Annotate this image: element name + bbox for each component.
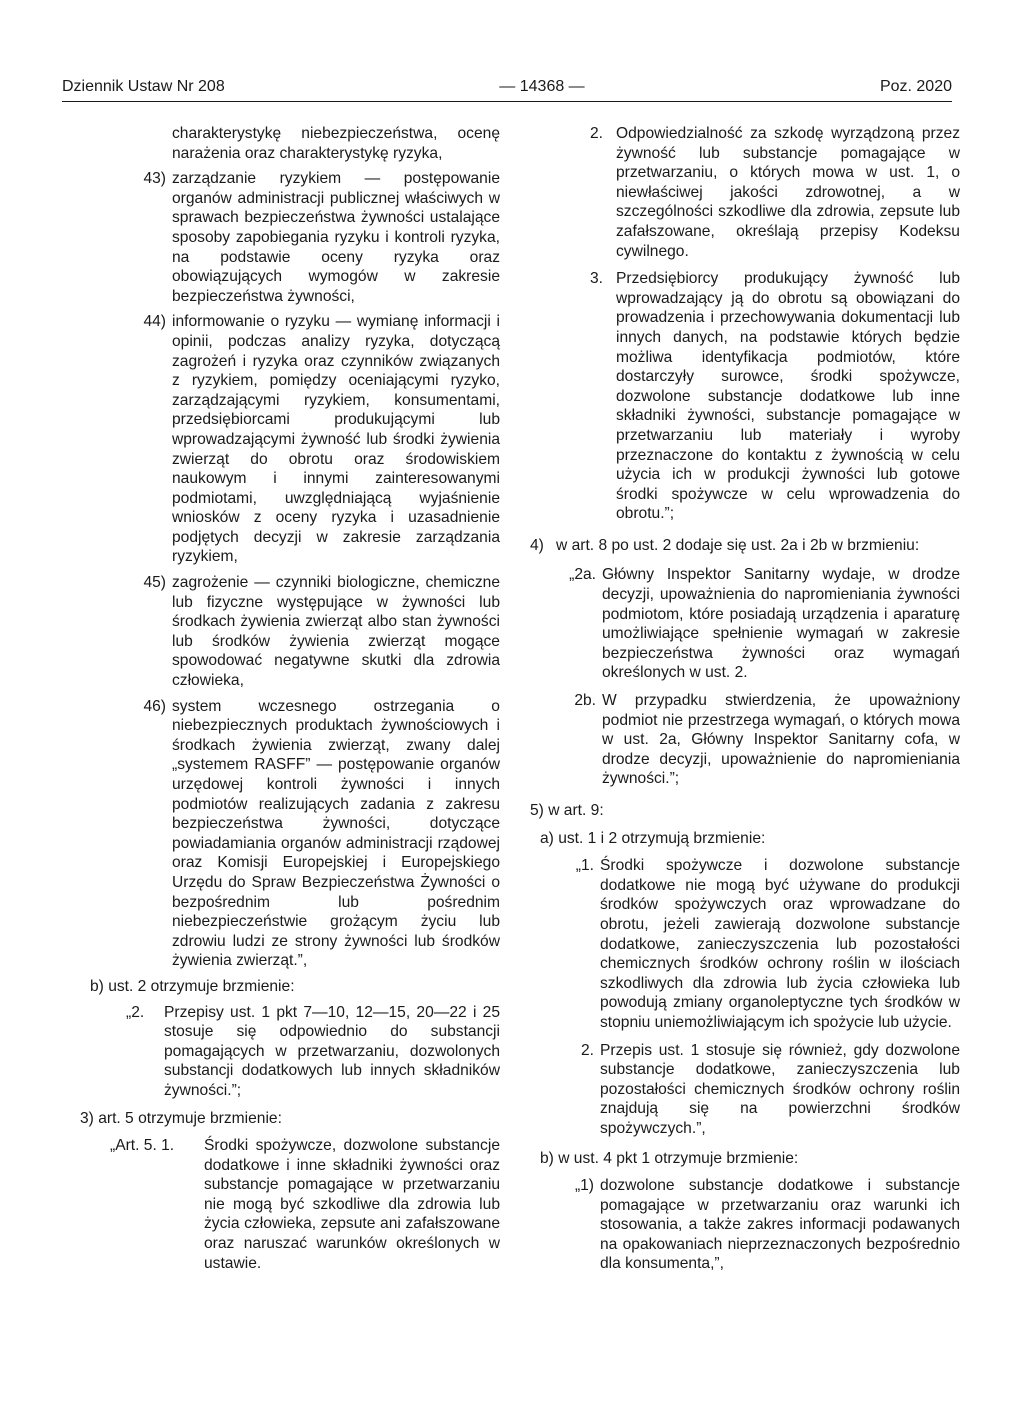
item-text: Główny Inspektor Sanitarny wydaje, w drodze decyzji, upoważnienia do napromieniania żywności podmiotom, które posiadają urządzenia i aparaturę umożliwiające spełnienie wymagań w zakresie bezpieczeństwa żywności oraz wymagań określonych w ust. 2.	[602, 566, 960, 682]
item-number: 46)	[143, 697, 166, 715]
item-text: dozwolone substancje dodatkowe i substancje pomagające w przetwarzaniu oraz warunki ich stosowania, a także zakres informacji podawanych na opakowaniach nieprzeznaczonych bezpośrednio dla konsumenta,”,	[600, 1177, 960, 1273]
item-number: 4)	[530, 536, 544, 554]
amendment-5-label: 5) w art. 9:	[530, 802, 604, 819]
item-number: „Art. 5. 1.	[110, 1137, 175, 1155]
item-number: „1.	[575, 857, 594, 875]
amendment-5b-label: b) w ust. 4 pkt 1 otrzymuje brzmienie:	[540, 1149, 799, 1167]
definition-46	[80, 697, 500, 971]
amendment-3-label: 3) art. 5 otrzymuje brzmienie:	[80, 1109, 282, 1127]
article-5-item-3	[590, 269, 960, 524]
item-text: Odpowiedzialność za szkodę wyrządzoną przez żywność lub substancje pomagające w przetwarzaniu, o których mowa w ust. 1, o niewłaściwej jakości zdrowotnej, a w szczególności szkodliwe dla zdrowia, zepsute lub zafałszowane, określają przepisy Kodeksu cywilnego.	[616, 125, 960, 260]
amendment-5a-label: a) ust. 1 i 2 otrzymują brzmienie:	[540, 829, 766, 847]
article-5-quote	[110, 1136, 500, 1273]
item-text: zagrożenie — czynniki biologiczne, chemiczne lub fizyczne występujące w żywności lub środkach żywienia zwierząt albo stan żywności lub środków żywienia zwierząt mogące spowodować negatywne skutki dla zdrowia człowieka,	[172, 574, 500, 690]
definition-45	[80, 573, 500, 691]
article-5-item-2	[590, 124, 960, 261]
article-8-item-2a	[552, 565, 960, 683]
item-text: Przepis ust. 1 stosuje się również, gdy dozwolone substancje dodatkowe, zanieczyszczenia lub pozostałości chemicznych środków ochrony roślin znajdują się na powierzchni środków spożywczych.”,	[600, 1041, 960, 1137]
item-number: 45)	[143, 574, 166, 592]
item-number: 2.	[580, 1041, 594, 1059]
right-column	[530, 124, 960, 1274]
item-text: Przepisy ust. 1 pkt 7—10, 12—15, 20—22 i 25 stosuje się odpowiednio do substancji pomagających w przetwarzaniu, dozwolonych substancji dodatkowych lub innych składników żywności.”;	[164, 1003, 500, 1099]
journal-title: Dziennik Ustaw Nr 208	[62, 78, 225, 95]
item-number: „2.	[126, 1003, 145, 1021]
article-9-ust4-pkt1	[566, 1176, 960, 1274]
definition-44	[80, 312, 500, 567]
position-number: Poz. 2020	[879, 78, 952, 95]
item-text: Środki spożywcze, dozwolone substancje dodatkowe i inne składniki żywności oraz substancje pomagające w przetwarzaniu nie mogą być szkodliwe dla zdrowia lub życia człowieka, zepsute ani zafałszowane oraz naruszać warunków określonych w ustawie.	[204, 1137, 500, 1272]
item-text: system wczesnego ostrzegania o niebezpiecznych produktach żywnościowych i środkach żywienia zwierząt, zwany dalej „systemem RASFF” — postępowanie organów urzędowej kontroli żywności i innych podmiotów realizujących zadania z zakresu bezpieczeństwa żywności, dotyczące powiadamiania organów administracji rządowej oraz Komisji Europejskiej i Europejskiego Urzędu do Spraw Bezpieczeństwa Żywności o bezpośrednim lub pośrednim niebezpieczeństwie grożącym życiu lub zdrowiu ludzi ze strony żywności lub środków żywienia zwierząt.”,	[172, 697, 500, 970]
definition-43	[80, 169, 500, 306]
item-number: 43)	[143, 170, 166, 188]
item-number: „1)	[574, 1177, 594, 1195]
amendment-b-quote	[126, 1003, 500, 1101]
item-text: w art. 8 po ust. 2 dodaje się ust. 2a i 2b w brzmieniu:	[556, 536, 920, 554]
item-number: 2.	[590, 125, 604, 142]
amendment-4	[530, 536, 960, 556]
item-text: zarządzanie ryzykiem — postępowanie organów administracji publicznej właściwych w sprawach bezpieczeństwa żywności ustalające sposoby zapobiegania ryzyku i kontroli ryzyka, na podstawie oceny ryzyka oraz obowiązujących wymogów w zakresie bezpieczeństwa żywności,	[172, 170, 500, 305]
item-text: informowanie o ryzyku — wymianę informacji i opinii, podczas analizy ryzyka, dotyczącą zagrożeń i ryzyka oraz czynników związanych z ryzykiem, pomiędzy oceniającymi ryzyko, zarządzającymi ryzykiem, konsumentami, przedsiębiorcami produkującymi lub wprowadzającymi żywność lub środki żywienia zwierząt do obrotu oraz środowiskiem naukowym i innymi zainteresowanymi podmiotami, uwzględniającą wyjaśnienie wniosków z oceny ryzyka i uzasadnienie podjętych decyzji w zakresie zarządzania ryzykiem,	[172, 313, 500, 566]
item-text: W przypadku stwierdzenia, że upoważniony podmiot nie przestrzega wymagań, o których mowa w ust. 2a, Główny Inspektor Sanitarny cofa, w drodze decyzji, upoważnienie do napromieniania żywności.”;	[602, 692, 960, 788]
page-header	[62, 78, 952, 102]
item-number: „2a.	[569, 566, 596, 584]
header-rule	[62, 101, 952, 102]
page-number: — 14368 —	[499, 78, 585, 95]
amendment-b-label: b) ust. 2 otrzymuje brzmienie:	[90, 977, 295, 995]
item-number: 44)	[143, 313, 166, 331]
left-column	[80, 124, 500, 1273]
item-number: 2b.	[574, 692, 596, 710]
item-text: Przedsiębiorcy produkujący żywność lub wprowadzający ją do obrotu są obowiązani do prowadzenia i przechowywania dokumentacji lub innych danych, na podstawie których będzie możliwa identyfikacja podmiotów, które dostarczyły surowce, środki spożywcze, dozwolone substancje dodatkowe lub inne składniki żywności, substancje pomagające w przetwarzaniu lub materiały i wyroby przeznaczone do kontaktu z żywnością w celu użycia ich w produkcji żywności lub gotowe środki spożywcze w celu wprowadzenia do obrotu.”;	[616, 270, 960, 523]
article-9-item-1	[566, 856, 960, 1032]
article-9-item-2	[566, 1041, 960, 1139]
item-number: 3.	[590, 270, 604, 288]
definition-continuation: charakterystykę niebezpieczeństwa, ocenę narażenia oraz charakterystykę ryzyka,	[172, 125, 500, 162]
item-text: Środki spożywcze i dozwolone substancje dodatkowe nie mogą być używane do produkcji środków spożywczych oraz wprowadzane do obrotu, jeżeli zawierają dozwolone substancje dodatkowe, zanieczyszczenia lub pozostałości chemicznych środków ochrony roślin w ilościach szkodliwych dla zdrowia lub życia człowieka lub powodują zmiany organoleptyczne tych środków w stopniu uniemożliwiającym ich spożycie lub użycie.	[600, 857, 960, 1031]
article-8-item-2b	[552, 691, 960, 789]
